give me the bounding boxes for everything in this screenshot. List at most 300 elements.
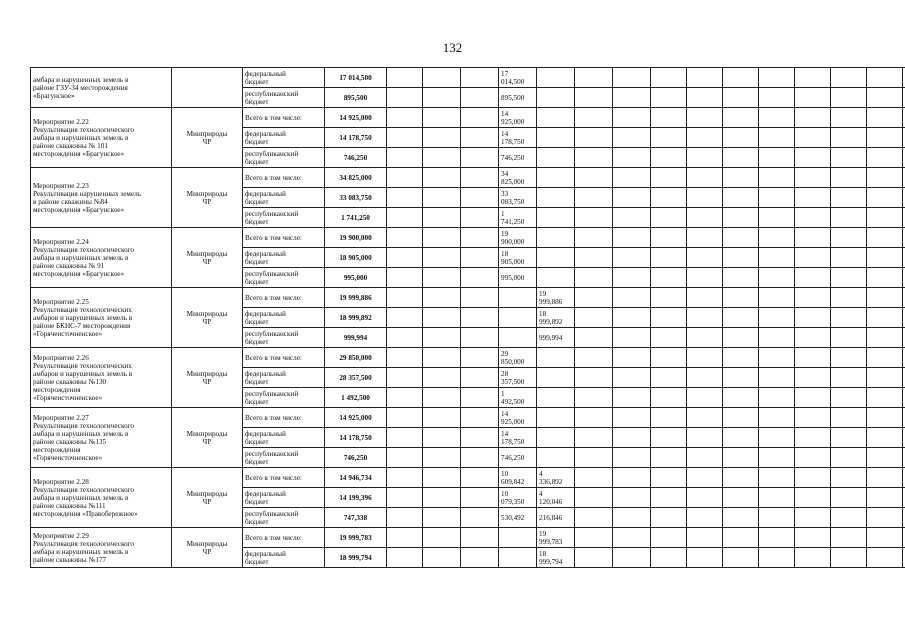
executor-line: ЧР <box>202 137 212 146</box>
amount-line: 995,000 <box>501 273 525 282</box>
empty-cell <box>759 208 795 228</box>
empty-cell <box>387 348 423 368</box>
funding-source-line: бюджет <box>245 337 269 346</box>
empty-cell <box>723 108 759 128</box>
empty-cell <box>423 328 461 348</box>
description-line: «Брагунское» <box>33 91 75 100</box>
amount-line: 999,886 <box>539 297 563 306</box>
funding-source-cell <box>243 408 325 428</box>
empty-cell <box>795 488 831 508</box>
year-amount-cell <box>499 148 537 168</box>
funding-source-line: федеральный <box>245 69 286 78</box>
empty-cell <box>575 348 613 368</box>
description-line: Мероприятие 2.27 <box>33 413 89 422</box>
funding-source-line: бюджет <box>245 217 269 226</box>
empty-cell <box>461 348 499 368</box>
description-line: амбара и нарушенных земель в <box>33 75 129 84</box>
amount-line: 905,000 <box>501 257 525 266</box>
empty-cell <box>423 148 461 168</box>
empty-cell <box>461 488 499 508</box>
funding-source-line: Всего в том числе: <box>245 173 302 182</box>
amount-line: 746,250 <box>501 453 525 462</box>
empty-cell <box>687 548 723 568</box>
empty-cell <box>723 148 759 168</box>
empty-cell <box>759 308 795 328</box>
empty-cell <box>687 268 723 288</box>
empty-cell <box>461 408 499 428</box>
empty-cell <box>867 128 903 148</box>
amount-line: 178,750 <box>501 437 525 446</box>
empty-cell <box>795 388 831 408</box>
empty-cell <box>759 248 795 268</box>
funding-source-line: Всего в том числе: <box>245 293 302 302</box>
empty-cell <box>687 208 723 228</box>
empty-cell <box>759 408 795 428</box>
empty-cell <box>651 388 687 408</box>
description-line: месторождения «Брагунское» <box>33 205 125 214</box>
empty-cell <box>723 408 759 428</box>
empty-cell <box>831 68 867 88</box>
description-line: амбара и нарушенных земель в <box>33 547 129 556</box>
empty-cell <box>687 448 723 468</box>
empty-cell <box>461 308 499 328</box>
empty-cell <box>387 488 423 508</box>
year-amount-cell <box>537 208 575 228</box>
total-amount-cell: 995,000 <box>325 268 387 288</box>
empty-cell <box>687 188 723 208</box>
empty-cell <box>687 348 723 368</box>
empty-cell <box>867 448 903 468</box>
description-line: Рекультивация технологических <box>33 305 132 314</box>
total-amount-cell: 18 905,000 <box>325 248 387 268</box>
empty-cell <box>613 128 651 148</box>
table-row <box>31 468 905 488</box>
year-amount-cell <box>537 288 575 308</box>
empty-cell <box>613 108 651 128</box>
funding-source-line: бюджет <box>245 137 269 146</box>
empty-cell <box>651 168 687 188</box>
description-line: районе скважины №177 <box>33 555 107 564</box>
total-amount-cell: 14 178,750 <box>325 428 387 448</box>
empty-cell <box>867 408 903 428</box>
empty-cell <box>795 328 831 348</box>
year-amount-cell <box>537 348 575 368</box>
year-amount-cell <box>499 528 537 548</box>
description-line: амбара и нарушенных земель в <box>33 133 129 142</box>
empty-cell <box>575 448 613 468</box>
funding-source-line: бюджет <box>245 157 269 166</box>
empty-cell <box>423 308 461 328</box>
funding-source-line: федеральный <box>245 309 286 318</box>
measure-description <box>31 288 172 348</box>
description-line: месторождения «Брагунское» <box>33 149 125 158</box>
measure-description <box>31 528 172 568</box>
table-row <box>31 348 905 368</box>
table-row <box>31 168 905 188</box>
year-amount-cell <box>537 368 575 388</box>
empty-cell <box>613 448 651 468</box>
description-line: Мероприятие 2.28 <box>33 477 89 486</box>
description-line: амбара и нарушенных земель в <box>33 253 129 262</box>
measure-description <box>31 348 172 408</box>
empty-cell <box>575 488 613 508</box>
empty-cell <box>723 128 759 148</box>
empty-cell <box>687 508 723 528</box>
amount-line: 18 <box>539 549 547 558</box>
funding-source-line: федеральный <box>245 129 286 138</box>
executor-line: ЧР <box>202 257 212 266</box>
empty-cell <box>723 168 759 188</box>
empty-cell <box>387 68 423 88</box>
amount-line: 999,783 <box>539 537 563 546</box>
description-line: районе скважины № 91 <box>33 261 105 270</box>
empty-cell <box>387 228 423 248</box>
empty-cell <box>461 68 499 88</box>
empty-cell <box>387 368 423 388</box>
empty-cell <box>613 528 651 548</box>
total-amount-cell: 14 199,396 <box>325 488 387 508</box>
empty-cell <box>831 548 867 568</box>
empty-cell <box>651 448 687 468</box>
funding-source-line: бюджет <box>245 517 269 526</box>
measure-description <box>31 228 172 288</box>
empty-cell <box>831 208 867 228</box>
empty-cell <box>651 328 687 348</box>
empty-cell <box>575 128 613 148</box>
empty-cell <box>423 208 461 228</box>
empty-cell <box>759 268 795 288</box>
year-amount-cell <box>499 108 537 128</box>
amount-line: 14 <box>501 109 509 118</box>
funding-source-line: бюджет <box>245 457 269 466</box>
description-line: Рекультивация технологического <box>33 125 135 134</box>
empty-cell <box>723 268 759 288</box>
description-line: Рекультивация технологического <box>33 421 135 430</box>
empty-cell <box>795 368 831 388</box>
description-line: районе ГЗУ-34 месторождения <box>33 83 128 92</box>
empty-cell <box>423 348 461 368</box>
total-amount-cell: 33 083,750 <box>325 188 387 208</box>
funding-source-cell <box>243 388 325 408</box>
empty-cell <box>687 68 723 88</box>
empty-cell <box>651 528 687 548</box>
description-line: месторождения <box>33 445 81 454</box>
executor-line: Минприроды <box>186 129 228 138</box>
total-amount-cell: 1 492,500 <box>325 388 387 408</box>
year-amount-cell <box>537 328 575 348</box>
empty-cell <box>651 548 687 568</box>
empty-cell <box>613 548 651 568</box>
empty-cell <box>461 188 499 208</box>
empty-cell <box>575 528 613 548</box>
empty-cell <box>759 448 795 468</box>
funding-source-line: Всего в том числе: <box>245 113 302 122</box>
year-amount-cell <box>499 268 537 288</box>
measure-description <box>31 68 172 108</box>
empty-cell <box>575 148 613 168</box>
funding-source-cell <box>243 308 325 328</box>
empty-cell <box>687 108 723 128</box>
empty-cell <box>575 328 613 348</box>
total-amount-cell: 19 900,000 <box>325 228 387 248</box>
empty-cell <box>795 308 831 328</box>
empty-cell <box>687 488 723 508</box>
total-amount-cell: 17 014,500 <box>325 68 387 88</box>
executor-line: ЧР <box>202 437 212 446</box>
empty-cell <box>867 148 903 168</box>
total-amount-cell: 14 925,000 <box>325 108 387 128</box>
amount-line: 999,994 <box>539 333 563 342</box>
empty-cell <box>461 548 499 568</box>
empty-cell <box>461 228 499 248</box>
empty-cell <box>575 548 613 568</box>
empty-cell <box>723 328 759 348</box>
empty-cell <box>759 528 795 548</box>
empty-cell <box>575 268 613 288</box>
year-amount-cell <box>499 208 537 228</box>
year-amount-cell <box>499 388 537 408</box>
executor-line: ЧР <box>202 547 212 556</box>
empty-cell <box>831 388 867 408</box>
empty-cell <box>687 528 723 548</box>
empty-cell <box>687 368 723 388</box>
empty-cell <box>613 208 651 228</box>
empty-cell <box>423 428 461 448</box>
empty-cell <box>651 148 687 168</box>
amount-line: 999,892 <box>539 317 563 326</box>
empty-cell <box>831 308 867 328</box>
empty-cell <box>613 248 651 268</box>
total-amount-cell: 14 178,750 <box>325 128 387 148</box>
empty-cell <box>423 108 461 128</box>
empty-cell <box>461 448 499 468</box>
year-amount-cell <box>499 68 537 88</box>
empty-cell <box>575 468 613 488</box>
executor-line: ЧР <box>202 377 212 386</box>
funding-source-cell <box>243 528 325 548</box>
empty-cell <box>723 428 759 448</box>
empty-cell <box>687 148 723 168</box>
empty-cell <box>651 228 687 248</box>
executor-cell <box>172 408 243 468</box>
description-line: амбара и нарушенных земель в <box>33 429 129 438</box>
empty-cell <box>575 68 613 88</box>
empty-cell <box>867 188 903 208</box>
year-amount-cell <box>499 228 537 248</box>
description-line: «Горячеисточненское» <box>33 393 103 402</box>
empty-cell <box>687 248 723 268</box>
amount-line: 925,000 <box>501 417 525 426</box>
year-amount-cell <box>499 248 537 268</box>
empty-cell <box>613 188 651 208</box>
empty-cell <box>387 508 423 528</box>
funding-source-line: бюджет <box>245 437 269 446</box>
empty-cell <box>651 188 687 208</box>
amount-line: 17 <box>501 69 509 78</box>
empty-cell <box>651 268 687 288</box>
empty-cell <box>651 308 687 328</box>
executor-cell <box>172 228 243 288</box>
table-row <box>31 528 905 548</box>
amount-line: 336,892 <box>539 477 563 486</box>
empty-cell <box>687 428 723 448</box>
empty-cell <box>795 168 831 188</box>
empty-cell <box>723 288 759 308</box>
empty-cell <box>795 148 831 168</box>
funding-source-line: республиканский <box>245 329 299 338</box>
empty-cell <box>423 368 461 388</box>
empty-cell <box>723 228 759 248</box>
empty-cell <box>613 268 651 288</box>
description-line: месторождения «Правобережное» <box>33 509 138 518</box>
total-amount-cell: 746,250 <box>325 448 387 468</box>
executor-line: Минприроды <box>186 489 228 498</box>
empty-cell <box>613 508 651 528</box>
empty-cell <box>795 248 831 268</box>
empty-cell <box>723 468 759 488</box>
empty-cell <box>423 228 461 248</box>
empty-cell <box>759 88 795 108</box>
total-amount-cell: 999,994 <box>325 328 387 348</box>
empty-cell <box>423 268 461 288</box>
amount-line: 120,046 <box>539 497 563 506</box>
empty-cell <box>867 348 903 368</box>
year-amount-cell <box>499 308 537 328</box>
total-amount-cell: 29 850,000 <box>325 348 387 368</box>
executor-line: Минприроды <box>186 309 228 318</box>
empty-cell <box>759 108 795 128</box>
empty-cell <box>461 388 499 408</box>
empty-cell <box>423 68 461 88</box>
executor-line: Минприроды <box>186 429 228 438</box>
year-amount-cell <box>537 268 575 288</box>
empty-cell <box>867 268 903 288</box>
funding-source-cell <box>243 68 325 88</box>
empty-cell <box>461 328 499 348</box>
empty-cell <box>723 508 759 528</box>
empty-cell <box>613 148 651 168</box>
empty-cell <box>867 328 903 348</box>
executor-line: Минприроды <box>186 539 228 548</box>
measure-description <box>31 408 172 468</box>
empty-cell <box>795 348 831 368</box>
empty-cell <box>867 388 903 408</box>
year-amount-cell <box>537 488 575 508</box>
funding-source-cell <box>243 368 325 388</box>
empty-cell <box>387 128 423 148</box>
year-amount-cell <box>537 228 575 248</box>
empty-cell <box>387 528 423 548</box>
measure-description <box>31 168 172 228</box>
executor-line: Минприроды <box>186 369 228 378</box>
funding-source-line: Всего в том числе: <box>245 413 302 422</box>
empty-cell <box>831 468 867 488</box>
funding-source-cell <box>243 508 325 528</box>
empty-cell <box>831 368 867 388</box>
funding-source-cell <box>243 228 325 248</box>
year-amount-cell <box>537 528 575 548</box>
empty-cell <box>687 328 723 348</box>
amount-line: 33 <box>501 189 509 198</box>
funding-source-line: республиканский <box>245 509 299 518</box>
empty-cell <box>687 308 723 328</box>
year-amount-cell <box>537 148 575 168</box>
empty-cell <box>831 228 867 248</box>
empty-cell <box>423 468 461 488</box>
empty-cell <box>795 268 831 288</box>
empty-cell <box>461 288 499 308</box>
year-amount-cell <box>537 248 575 268</box>
amount-line: 14 <box>501 429 509 438</box>
funding-source-cell <box>243 208 325 228</box>
empty-cell <box>759 128 795 148</box>
empty-cell <box>759 508 795 528</box>
total-amount-cell: 19 999,783 <box>325 528 387 548</box>
amount-line: 19 <box>539 289 547 298</box>
description-line: месторождения «Брагунское» <box>33 269 125 278</box>
empty-cell <box>867 248 903 268</box>
year-amount-cell <box>499 408 537 428</box>
empty-cell <box>831 108 867 128</box>
empty-cell <box>461 148 499 168</box>
year-amount-cell <box>499 188 537 208</box>
year-amount-cell <box>499 88 537 108</box>
empty-cell <box>387 168 423 188</box>
empty-cell <box>461 268 499 288</box>
table-row <box>31 288 905 308</box>
empty-cell <box>759 188 795 208</box>
empty-cell <box>651 488 687 508</box>
empty-cell <box>423 388 461 408</box>
empty-cell <box>831 188 867 208</box>
empty-cell <box>575 248 613 268</box>
description-line: месторождения <box>33 385 81 394</box>
empty-cell <box>423 488 461 508</box>
funding-source-line: федеральный <box>245 429 286 438</box>
year-amount-cell <box>537 388 575 408</box>
empty-cell <box>795 428 831 448</box>
empty-cell <box>759 148 795 168</box>
funding-source-cell <box>243 148 325 168</box>
amount-line: 083,750 <box>501 197 525 206</box>
funding-source-line: республиканский <box>245 89 299 98</box>
empty-cell <box>651 108 687 128</box>
empty-cell <box>461 128 499 148</box>
funding-source-line: Всего в том числе: <box>245 233 302 242</box>
description-line: в районе скважины №84 <box>33 197 108 206</box>
total-amount-cell: 18 999,892 <box>325 308 387 328</box>
funding-source-line: федеральный <box>245 549 286 558</box>
table-body <box>31 68 905 568</box>
executor-line: ЧР <box>202 497 212 506</box>
empty-cell <box>461 248 499 268</box>
empty-cell <box>423 528 461 548</box>
empty-cell <box>867 208 903 228</box>
funding-source-line: бюджет <box>245 257 269 266</box>
empty-cell <box>461 508 499 528</box>
empty-cell <box>575 168 613 188</box>
page-number: 132 <box>442 40 463 55</box>
funding-source-line: бюджет <box>245 197 269 206</box>
year-amount-cell <box>537 448 575 468</box>
empty-cell <box>831 428 867 448</box>
table-row <box>31 228 905 248</box>
funding-source-cell <box>243 348 325 368</box>
empty-cell <box>867 308 903 328</box>
empty-cell <box>723 88 759 108</box>
funding-source-cell <box>243 168 325 188</box>
empty-cell <box>575 208 613 228</box>
